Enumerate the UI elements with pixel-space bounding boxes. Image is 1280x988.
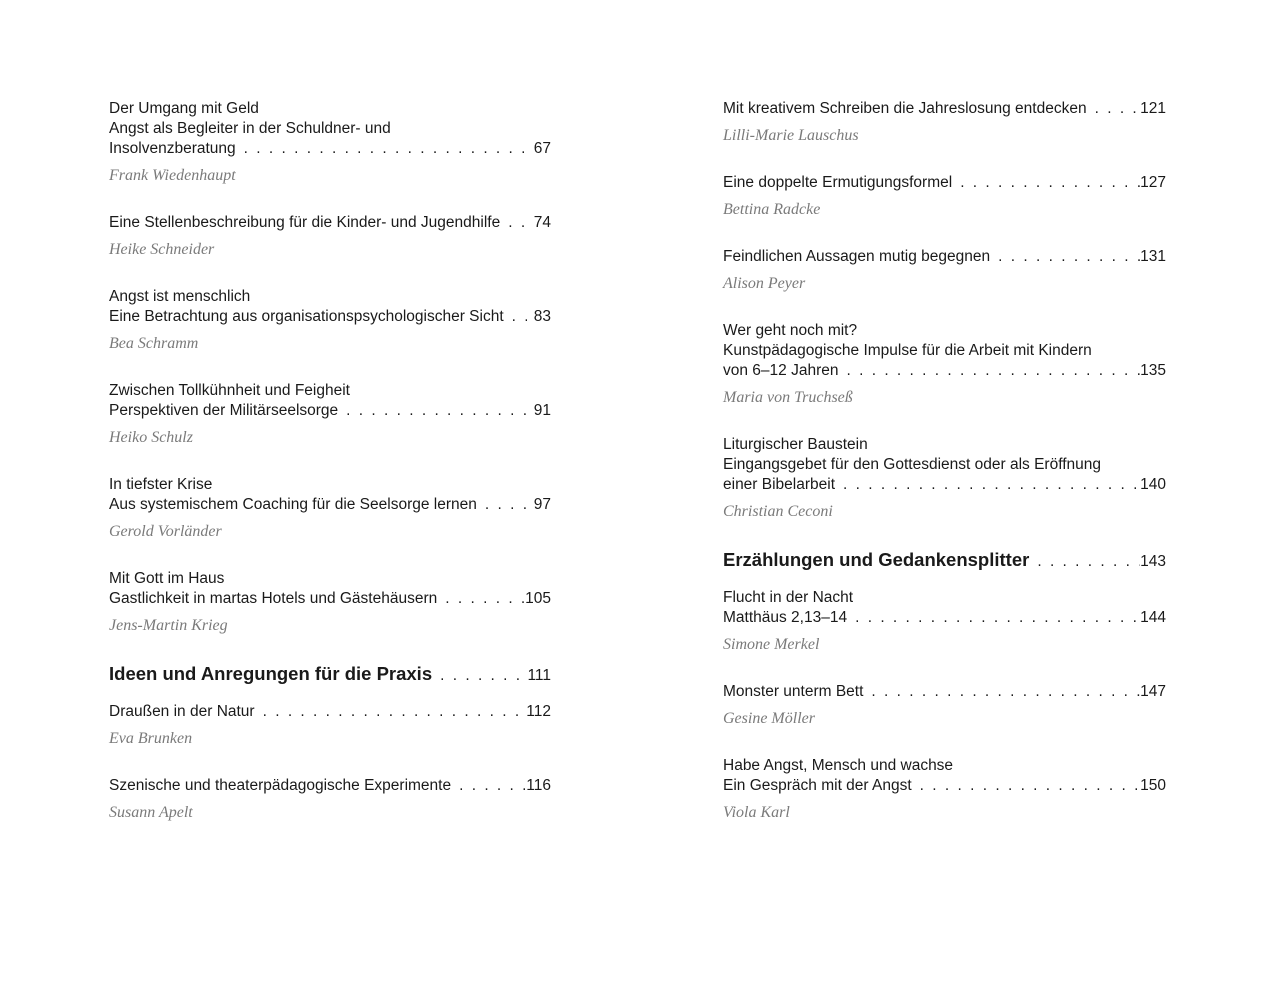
entry-subtitle-line [723, 361, 1166, 381]
leader-dots [504, 307, 527, 327]
entry-author: Alison Peyer [723, 275, 806, 292]
toc-entry [109, 702, 551, 749]
leader-dots [835, 475, 1140, 495]
entry-title-line [723, 588, 1166, 608]
entry-author: Bettina Radcke [723, 201, 821, 218]
leader-dots [432, 665, 527, 687]
entry-subtitle: Insolvenzberatung [109, 140, 236, 157]
entry-subtitle-line [723, 475, 1166, 495]
leader-dots [338, 401, 527, 421]
toc-section-heading [723, 549, 1166, 573]
entry-title: Szenische und theaterpädagogische Experimente [109, 777, 452, 794]
leader-dots [838, 361, 1140, 381]
toc-entry [723, 588, 1166, 655]
entry-title: In tiefster Krise [109, 476, 213, 493]
toc-entry [723, 321, 1166, 408]
page-number: 147 [1140, 683, 1166, 700]
entry-subtitle-line [109, 139, 551, 159]
page-number: 91 [533, 402, 551, 419]
entry-author: Viola Karl [723, 804, 790, 821]
entry-title-line [723, 321, 1166, 341]
leader-dots [255, 702, 527, 722]
entry-title-line [109, 702, 551, 722]
entry-subtitle: Aus systemischem Coaching für die Seelsorge lernen [109, 496, 477, 513]
entry-title: Liturgischer Baustein [723, 436, 868, 453]
entry-subtitle-line [723, 341, 1166, 361]
entry-title-line [109, 475, 551, 495]
entry-author: Eva Brunken [109, 730, 193, 747]
entry-author: Lilli-Marie Lauschus [723, 127, 859, 144]
entry-subtitle: Matthäus 2,13–14 [723, 609, 848, 626]
entry-title-line [723, 435, 1166, 455]
entry-author: Maria von Truchseß [723, 389, 853, 406]
entry-title: Mit Gott im Haus [109, 570, 225, 587]
section-title: Ideen und Anregungen für die Praxis [109, 663, 433, 684]
page-number: 121 [1140, 100, 1166, 117]
entry-subtitle-line [109, 307, 551, 327]
section-title: Erzählungen und Gedankensplitter [723, 549, 1030, 570]
entry-title-line [723, 682, 1166, 702]
section-page-number: 111 [527, 667, 551, 684]
leader-dots [912, 776, 1140, 796]
toc-entry [109, 213, 551, 260]
entry-subtitle: einer Bibelarbeit [723, 476, 836, 493]
toc-entry [109, 475, 551, 542]
toc-entry [109, 381, 551, 448]
entry-title: Monster unterm Bett [723, 683, 864, 700]
toc-entry [109, 287, 551, 354]
leader-dots [500, 213, 527, 233]
toc-entry [109, 99, 551, 186]
entry-title-line [109, 287, 551, 307]
entry-title-line [109, 381, 551, 401]
page-number: 67 [533, 140, 551, 157]
page-number: 74 [533, 214, 551, 231]
page-number: 105 [525, 590, 551, 607]
leader-dots [477, 495, 527, 515]
entry-author: Bea Schramm [109, 335, 199, 352]
entry-title-line [109, 569, 551, 589]
leader-dots [236, 139, 527, 159]
toc-entry-list [109, 702, 551, 823]
entry-subtitle: Eingangsgebet für den Gottesdienst oder als Eröffnung [723, 456, 1102, 473]
entry-title: Mit kreativem Schreiben die Jahreslosung entdecken [723, 100, 1087, 117]
toc-entry [723, 99, 1166, 146]
leader-dots [451, 776, 526, 796]
entry-title: Eine Stellenbeschreibung für die Kinder- und Jugendhilfe [109, 214, 501, 231]
page-number: 127 [1140, 174, 1166, 191]
entry-subtitle-line [723, 608, 1166, 628]
entry-title: Wer geht noch mit? [723, 322, 858, 339]
toc-entry [723, 173, 1166, 220]
leader-dots [437, 589, 525, 609]
entry-subtitle: Kunstpädagogische Impulse für die Arbeit mit Kindern [723, 342, 1092, 359]
page-number: 140 [1140, 476, 1166, 493]
entry-subtitle-line [109, 589, 551, 609]
section-page-number: 143 [1140, 553, 1166, 570]
entry-subtitle-line [109, 495, 551, 515]
entry-title: Flucht in der Nacht [723, 589, 854, 606]
toc-entry [723, 435, 1166, 522]
page-number: 116 [526, 777, 551, 794]
toc-entry [723, 756, 1166, 823]
entry-author: Jens-Martin Krieg [109, 617, 228, 634]
leader-dots [863, 682, 1140, 702]
entry-title-line [109, 213, 551, 233]
toc-entry-list [109, 99, 551, 636]
toc-column-left [109, 99, 551, 850]
leader-dots [952, 173, 1140, 193]
page-number: 135 [1140, 362, 1166, 379]
entry-author: Christian Ceconi [723, 503, 833, 520]
entry-subtitle: Gastlichkeit in martas Hotels und Gästehäusern [109, 590, 438, 607]
entry-author: Susann Apelt [109, 804, 193, 821]
toc-entry [723, 682, 1166, 729]
page-number: 131 [1140, 248, 1166, 265]
entry-title: Habe Angst, Mensch und wachse [723, 757, 954, 774]
toc-entry [723, 247, 1166, 294]
page-number: 83 [533, 308, 551, 325]
entry-author: Frank Wiedenhaupt [109, 167, 236, 184]
entry-author: Gesine Möller [723, 710, 815, 727]
entry-subtitle-line [109, 401, 551, 421]
entry-subtitle: Perspektiven der Militärseelsorge [109, 402, 339, 419]
entry-subtitle: Eine Betrachtung aus organisationspsychologischer Sicht [109, 308, 504, 325]
entry-subtitle-line [723, 776, 1166, 796]
page-number: 112 [526, 703, 551, 720]
entry-title: Draußen in der Natur [109, 703, 255, 720]
entry-subtitle: Ein Gespräch mit der Angst [723, 777, 912, 794]
entry-title-line [723, 173, 1166, 193]
entry-author: Heike Schneider [109, 241, 215, 258]
entry-title-line [109, 776, 551, 796]
leader-dots [1087, 99, 1141, 119]
page-number: 150 [1140, 777, 1166, 794]
leader-dots [1029, 551, 1140, 573]
toc-entry [109, 776, 551, 823]
entry-title-line [109, 99, 551, 119]
entry-author: Heiko Schulz [109, 429, 193, 446]
toc-entry [109, 569, 551, 636]
entry-title: Angst ist menschlich [109, 288, 251, 305]
entry-author: Gerold Vorländer [109, 523, 222, 540]
toc-section-heading [109, 663, 551, 687]
leader-dots [847, 608, 1140, 628]
page-number: 144 [1140, 609, 1166, 626]
entry-title: Zwischen Tollkühnheit und Feigheit [109, 382, 350, 399]
entry-subtitle-line [109, 119, 551, 139]
entry-title: Eine doppelte Ermutigungsformel [723, 174, 953, 191]
toc-entry-list [723, 588, 1166, 823]
entry-title: Feindlichen Aussagen mutig begegnen [723, 248, 991, 265]
page-number: 97 [533, 496, 551, 513]
entry-subtitle-line [723, 455, 1166, 475]
entry-author: Simone Merkel [723, 636, 820, 653]
entry-title-line [723, 756, 1166, 776]
entry-subtitle: Angst als Begleiter in der Schuldner- und [109, 120, 391, 137]
entry-subtitle: von 6–12 Jahren [723, 362, 839, 379]
entry-title: Der Umgang mit Geld [109, 100, 259, 117]
toc-column-right [723, 99, 1166, 850]
entry-title-line [723, 99, 1166, 119]
entry-title-line [723, 247, 1166, 267]
leader-dots [990, 247, 1140, 267]
toc-entry-list [723, 99, 1166, 522]
